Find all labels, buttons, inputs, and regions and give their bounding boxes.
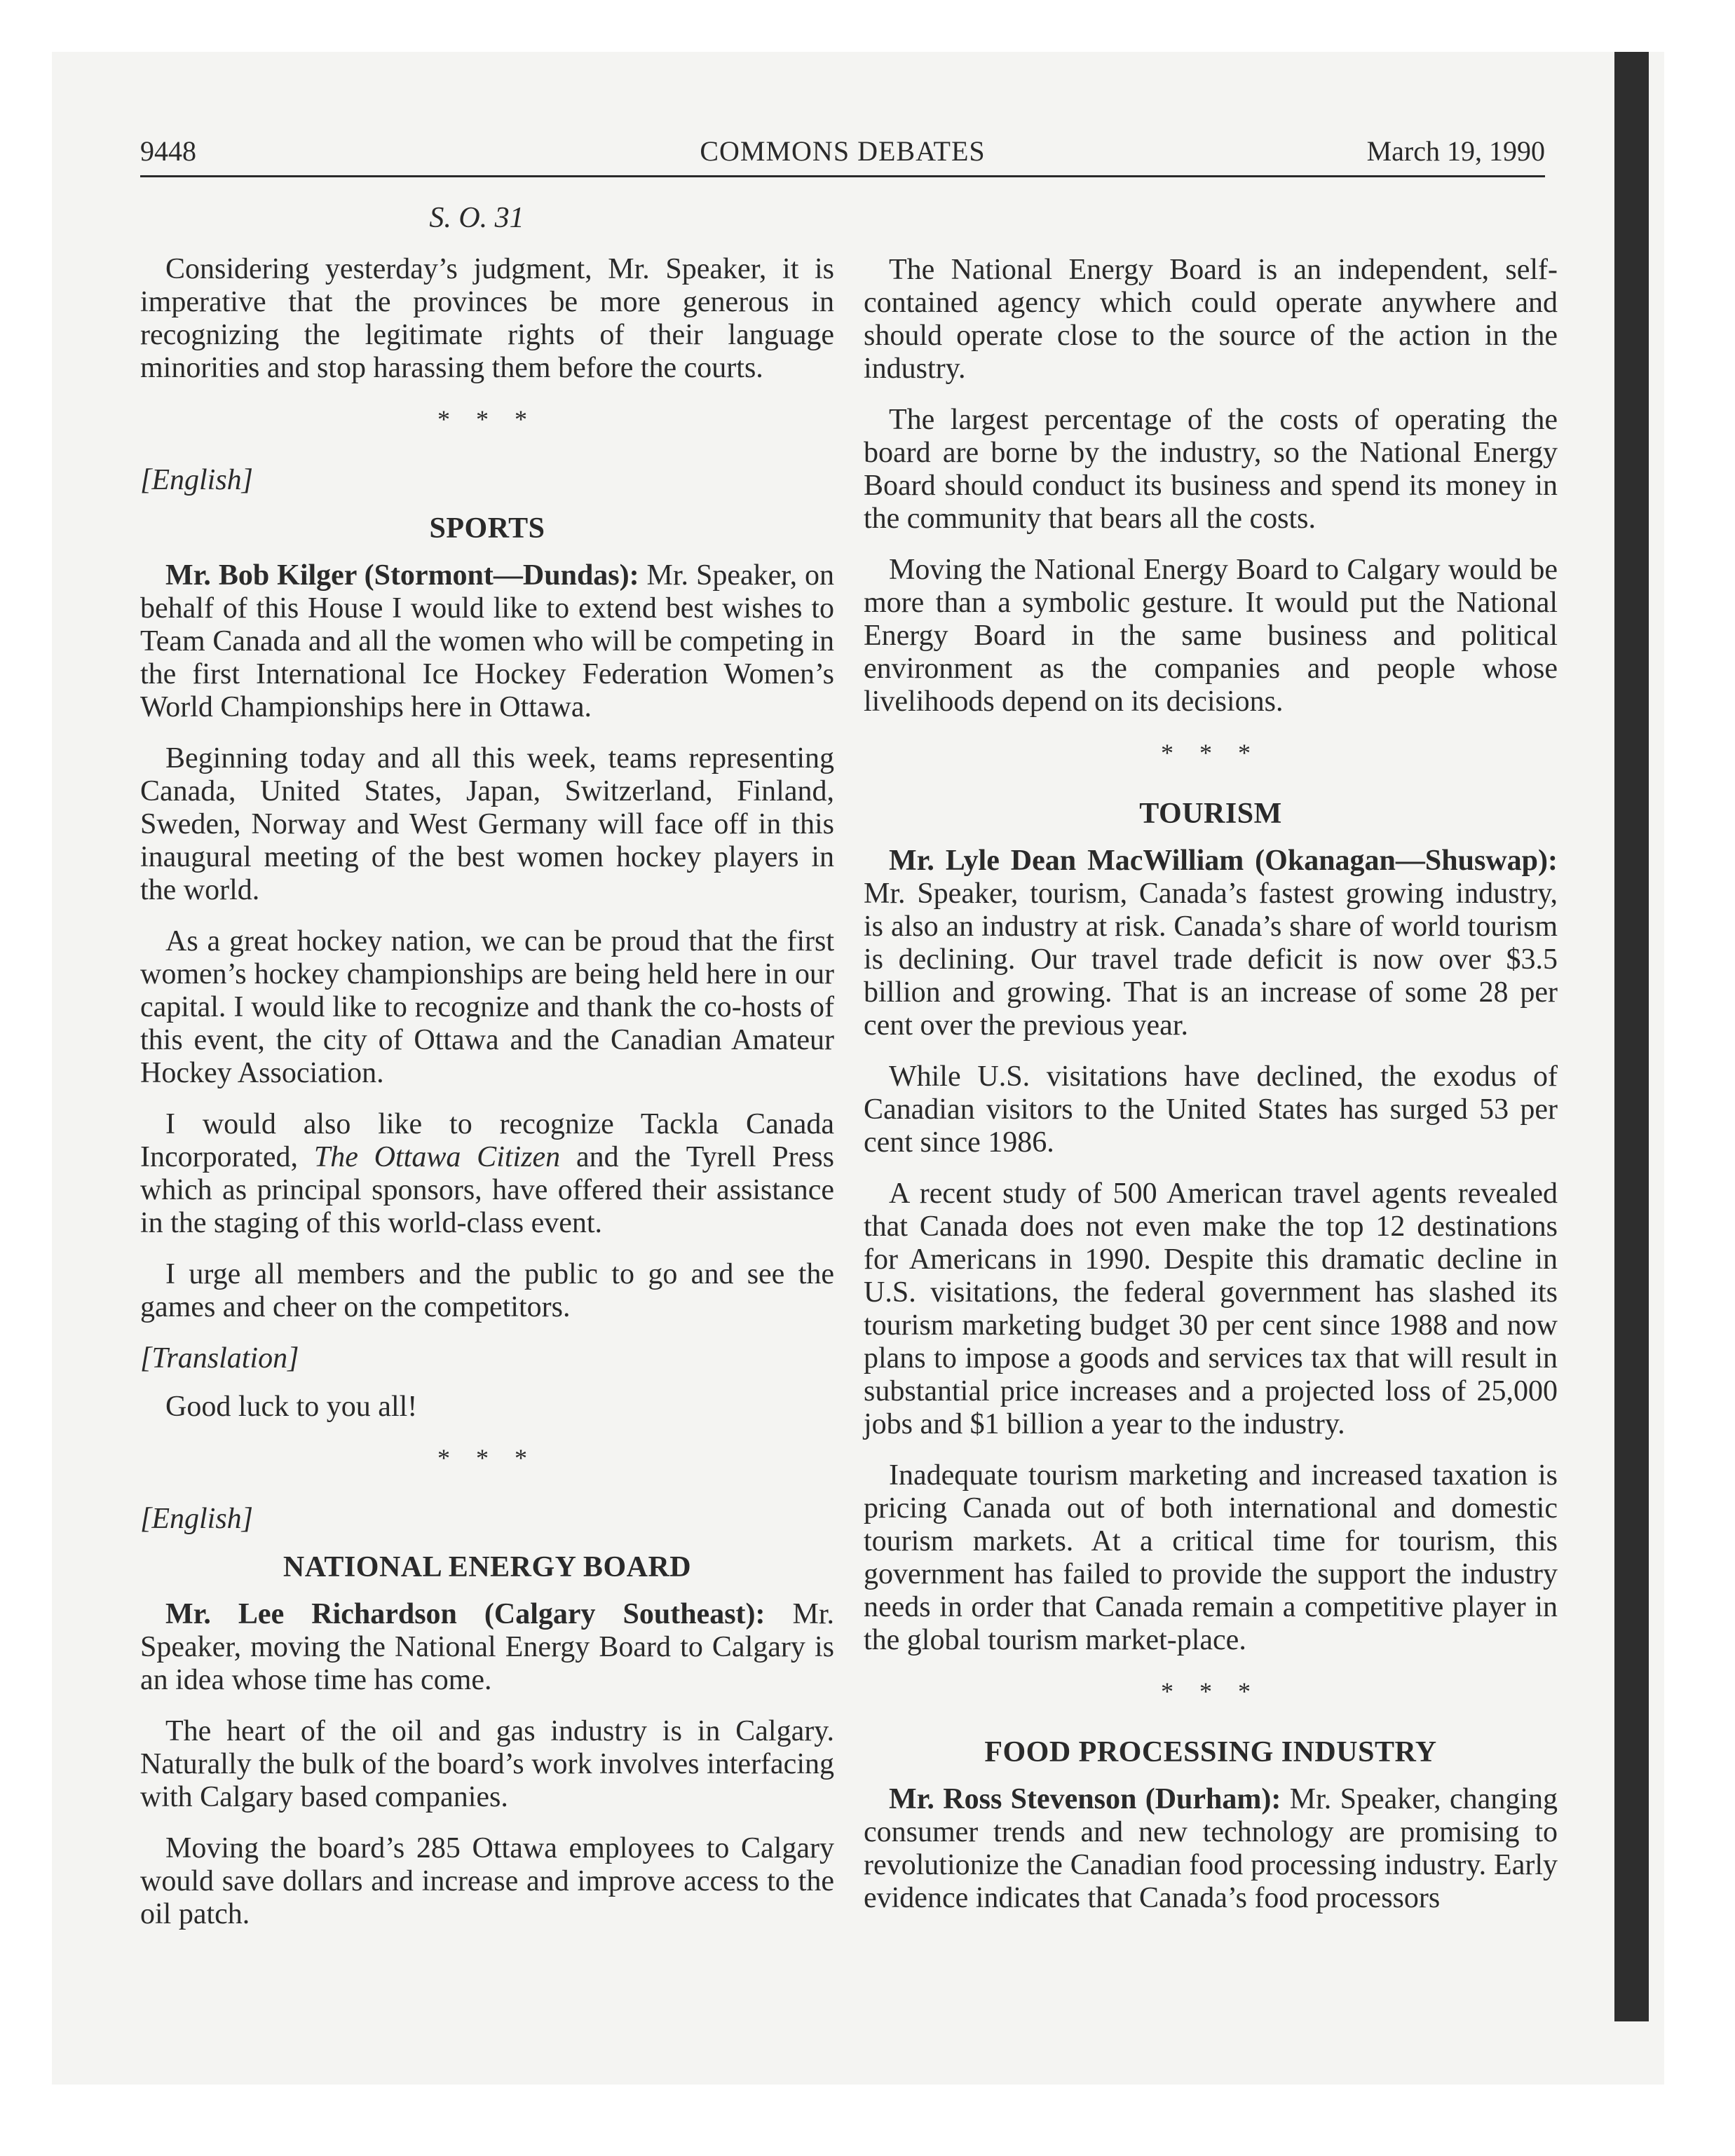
newspaper-title: The Ottawa Citizen bbox=[313, 1141, 561, 1173]
paragraph: A recent study of 500 American travel agents revealed that Canada does not even make the top 12 destinations for Americans in 1990. Despite this dramatic decline in U.S. visitations, the federal government has slashed its tourism marketing budget 30 per cent since 1988 and now plans to impose a goods and services tax that will result in substantial price increases and a projected loss of 25,000 jobs and $1 billion a year to the industry. bbox=[864, 1178, 1558, 1440]
section-heading-tourism: TOURISM bbox=[1139, 798, 1282, 830]
paragraph: The largest percentage of the costs of operating the board are borne by the industry, so the National Energy Board should conduct its business and spend its money in the community that bears all the costs. bbox=[864, 404, 1558, 535]
standing-order-label: S. O. 31 bbox=[429, 202, 524, 234]
paragraph: As a great hockey nation, we can be proud that the first women’s hockey championships are being held here in our capital. I would like to recognize and thank the co-hosts of this event, the city of Ottawa and the Canadian Amateur Hockey Association. bbox=[140, 925, 834, 1089]
paragraph: I would also like to recognize Tackla Canada Incorporated, The Ottawa Citizen and the Tyrell Press which as principal sponsors, have offered their assistance in the staging of this world-class event. bbox=[140, 1108, 834, 1239]
section-heading-sports: SPORTS bbox=[429, 512, 545, 545]
paragraph: Good luck to you all! bbox=[165, 1391, 418, 1423]
left-column bbox=[140, 202, 834, 1949]
section-separator: * * * bbox=[1161, 739, 1260, 767]
language-tag: [English] bbox=[140, 464, 254, 496]
right-column bbox=[864, 254, 1558, 1933]
paragraph: Mr. Lee Richardson (Calgary Southeast): Mr. Speaker, moving the National Energy Board to Calgary is an idea whose time has come. bbox=[140, 1598, 834, 1696]
paragraph: The National Energy Board is an independent, self-contained agency which could operate anywhere and should operate close to the source of the action in the industry. bbox=[864, 254, 1558, 385]
speaker-name: Mr. Lee Richardson (Calgary Southeast): bbox=[165, 1598, 766, 1630]
paragraph: Mr. Ross Stevenson (Durham): Mr. Speaker, changing consumer trends and new technology are promising to revolutionize the Canadian food processing industry. Early evidence indicates that Canada’s food processors bbox=[864, 1783, 1558, 1914]
speaker-name: Mr. Ross Stevenson (Durham): bbox=[889, 1783, 1281, 1815]
paragraph: While U.S. visitations have declined, the exodus of Canadian visitors to the United States has surged 53 per cent since 1986. bbox=[864, 1060, 1558, 1159]
paragraph: Moving the board’s 285 Ottawa employees to Calgary would save dollars and increase and improve access to the oil patch. bbox=[140, 1832, 834, 1930]
language-tag: [Translation] bbox=[140, 1342, 299, 1374]
page-header bbox=[140, 132, 1545, 171]
paragraph: The heart of the oil and gas industry is in Calgary. Naturally the bulk of the board’s work involves interfacing with Calgary based companies. bbox=[140, 1715, 834, 1813]
paragraph: Considering yesterday’s judgment, Mr. Speaker, it is imperative that the provinces be more generous in recognizing the legitimate rights of their language minorities and stop harassing them before the courts. bbox=[140, 253, 834, 384]
section-heading-food: FOOD PROCESSING INDUSTRY bbox=[984, 1736, 1437, 1768]
publication-title: COMMONS DEBATES bbox=[700, 135, 986, 167]
paragraph: Moving the National Energy Board to Calgary would be more than a symbolic gesture. It would put the National Energy Board in the same business and political environment as the companies and people whose livelihoods depend on its decisions. bbox=[864, 554, 1558, 718]
scan-edge-bar bbox=[1614, 52, 1649, 2021]
paragraph: Mr. Lyle Dean MacWilliam (Okanagan—Shuswap): Mr. Speaker, tourism, Canada’s fastest growing industry, is also an industry at risk. Canada’s share of world tourism is declining. Our travel trade deficit is now over $3.5 billion and growing. That is an increase of some 28 per cent over the previous year. bbox=[864, 845, 1558, 1042]
section-separator: * * * bbox=[1161, 1677, 1260, 1705]
speaker-name: Mr. Lyle Dean MacWilliam (Okanagan—Shuswap): bbox=[889, 845, 1558, 877]
section-heading-neb: NATIONAL ENERGY BOARD bbox=[283, 1551, 692, 1583]
paragraph: I urge all members and the public to go and see the games and cheer on the competitors. bbox=[140, 1258, 834, 1323]
speaker-name: Mr. Bob Kilger (Stormont—Dundas): bbox=[165, 559, 639, 592]
section-separator: * * * bbox=[437, 1444, 537, 1472]
header-rule bbox=[140, 175, 1545, 177]
language-tag: [English] bbox=[140, 1503, 254, 1535]
page-number: 9448 bbox=[140, 135, 196, 167]
section-separator: * * * bbox=[437, 405, 537, 433]
page-date: March 19, 1990 bbox=[1366, 135, 1545, 167]
paragraph: Beginning today and all this week, teams representing Canada, United States, Japan, Switzerland, Finland, Sweden, Norway and West Germany will face off in this inaugural meeting of the best women hockey players in the world. bbox=[140, 742, 834, 906]
paragraph: Mr. Bob Kilger (Stormont—Dundas): Mr. Speaker, on behalf of this House I would like to extend best wishes to Team Canada and all the women who will be competing in the first International Ice Hockey Federation Women’s World Championships here in Ottawa. bbox=[140, 559, 834, 723]
paragraph: Inadequate tourism marketing and increased taxation is pricing Canada out of both international and domestic tourism markets. At a critical time for tourism, this government has failed to provide the support the industry needs in order that Canada remain a competitive player in the global tourism market-place. bbox=[864, 1459, 1558, 1656]
